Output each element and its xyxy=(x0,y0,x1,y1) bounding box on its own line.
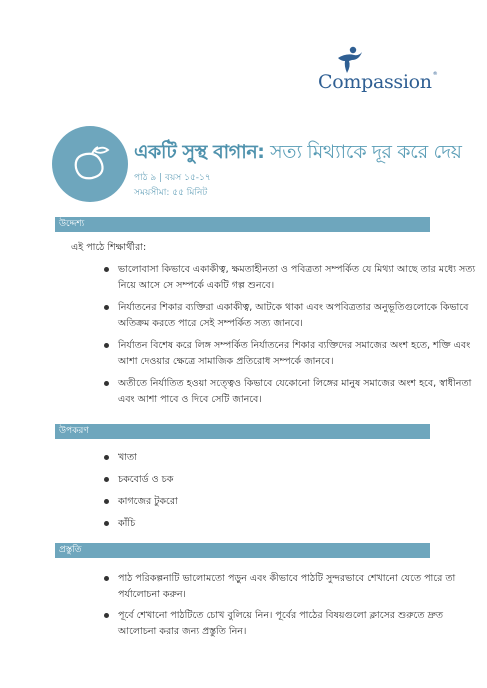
preparation-list xyxy=(104,571,455,603)
bullet-icon xyxy=(104,381,109,386)
title-rest: সত্য মিথ্যাকে দূর করে দেয় xyxy=(264,141,462,163)
lesson-age-line: পাঠ ৯ | বয়স ১৫-১৭ xyxy=(134,173,211,183)
objectives-list xyxy=(104,262,475,294)
list-item xyxy=(104,450,137,466)
materials-list xyxy=(104,516,135,532)
list-item xyxy=(104,338,470,370)
materials-list xyxy=(104,450,137,466)
duration-line: সময়সীমা: ৫৫ মিনিট xyxy=(134,188,208,198)
list-item-text: চকবোর্ড ও চক xyxy=(118,474,174,485)
list-item-text: এবং আশা পাবে ও দিবে সেটি জানবে। xyxy=(118,394,262,405)
mango-icon xyxy=(68,142,112,186)
bullet-icon xyxy=(104,477,109,482)
list-item-text: অতীতে নির্যাতিত হওয়া সত্ত্বেও কিভাবে যেকোনো লিঙ্গের মানুষ সমাজের অংশ হবে, স্বাধীনতা xyxy=(118,378,472,389)
list-item-text: কাঁচি xyxy=(118,518,136,529)
list-item xyxy=(104,376,471,408)
lesson-emblem xyxy=(52,126,128,202)
list-item-text: খাতা xyxy=(118,452,137,463)
bullet-icon xyxy=(104,521,109,526)
list-item-text: নিয়ে আসে সে সম্পর্কে একটি গল্প শুনবে। xyxy=(118,280,275,291)
title-bold: একটি সুস্থ বাগান: xyxy=(134,141,265,163)
list-item-text: অতিক্রম করতে পারে সেই সম্পর্কিত সত্য জানবে। xyxy=(118,318,303,329)
list-item-text: আশা দেওয়ার ক্ষেত্রে সামাজিক প্রতিরোধ সম্পর্কে জানবে। xyxy=(118,356,334,367)
section-bar-materials: উপকরণ xyxy=(55,424,430,439)
section-bar-preparation: প্রস্তুতি xyxy=(55,543,430,558)
materials-list xyxy=(104,494,178,510)
list-item xyxy=(104,262,475,294)
list-item xyxy=(104,516,135,532)
bullet-icon xyxy=(104,576,109,581)
objectives-list xyxy=(104,338,470,370)
bullet-icon xyxy=(104,343,109,348)
list-item-text: পূর্বে শেখানো পাঠটিতে চোখ বুলিয়ে নিন। পূর্বের পাঠের বিষয়গুলো ক্লাসের শুরুতে দ্রুত xyxy=(118,610,443,621)
list-item-text: নির্যাতন বিশেষ করে লিঙ্গ সম্পর্কিত নির্যাতনের শিকার ব্যক্তিদের সমাজের অংশ হতে, শক্তি এবং xyxy=(118,340,471,351)
materials-list xyxy=(104,472,173,488)
bullet-icon xyxy=(104,613,109,618)
objectives-list xyxy=(104,300,468,332)
bullet-icon xyxy=(104,267,109,272)
bullet-icon xyxy=(104,455,109,460)
page-title xyxy=(134,138,462,170)
bullet-icon xyxy=(104,499,109,504)
preparation-list xyxy=(104,608,443,640)
list-item xyxy=(104,571,455,603)
list-item xyxy=(104,494,178,510)
list-item-text: কাগজের টুকরো xyxy=(118,496,178,507)
objectives-intro: এই পাঠে শিক্ষার্থীরা: xyxy=(71,242,147,253)
list-item xyxy=(104,608,443,640)
list-item-text: পাঠ পরিকল্পনাটি ভালোমতো পড়ুন এবং কীভাবে পাঠটি সুন্দরভাবে শেখানো যেতে পারে তা xyxy=(118,573,456,584)
trademark-symbol: ® xyxy=(432,71,438,77)
bullet-icon xyxy=(104,305,109,310)
list-item-text: নির্যাতনের শিকার ব্যক্তিরা একাকীত্ব, আটকে থাকা এবং অপবিত্রতার অনুভূতিগুলোকে কিভাবে xyxy=(118,302,469,313)
compassion-logo xyxy=(316,46,436,98)
objectives-list xyxy=(104,376,471,408)
section-bar-objective: উদ্দেশ্য xyxy=(55,217,430,232)
list-item-text: পর্যালোচনা করুন। xyxy=(118,589,186,600)
list-item xyxy=(104,472,173,488)
logo-wordmark: Compassion xyxy=(318,71,432,93)
list-item-text: আলোচনা করার জন্য প্রস্তুতি নিন। xyxy=(118,626,247,637)
list-item xyxy=(104,300,468,332)
list-item-text: ভালোবাসা কিভাবে একাকীত্ব, ক্ষমতাহীনতা ও পবিত্রতা সম্পর্কিত যে মিথ্যা আছে তার মধ্যে সত্য xyxy=(118,264,476,275)
